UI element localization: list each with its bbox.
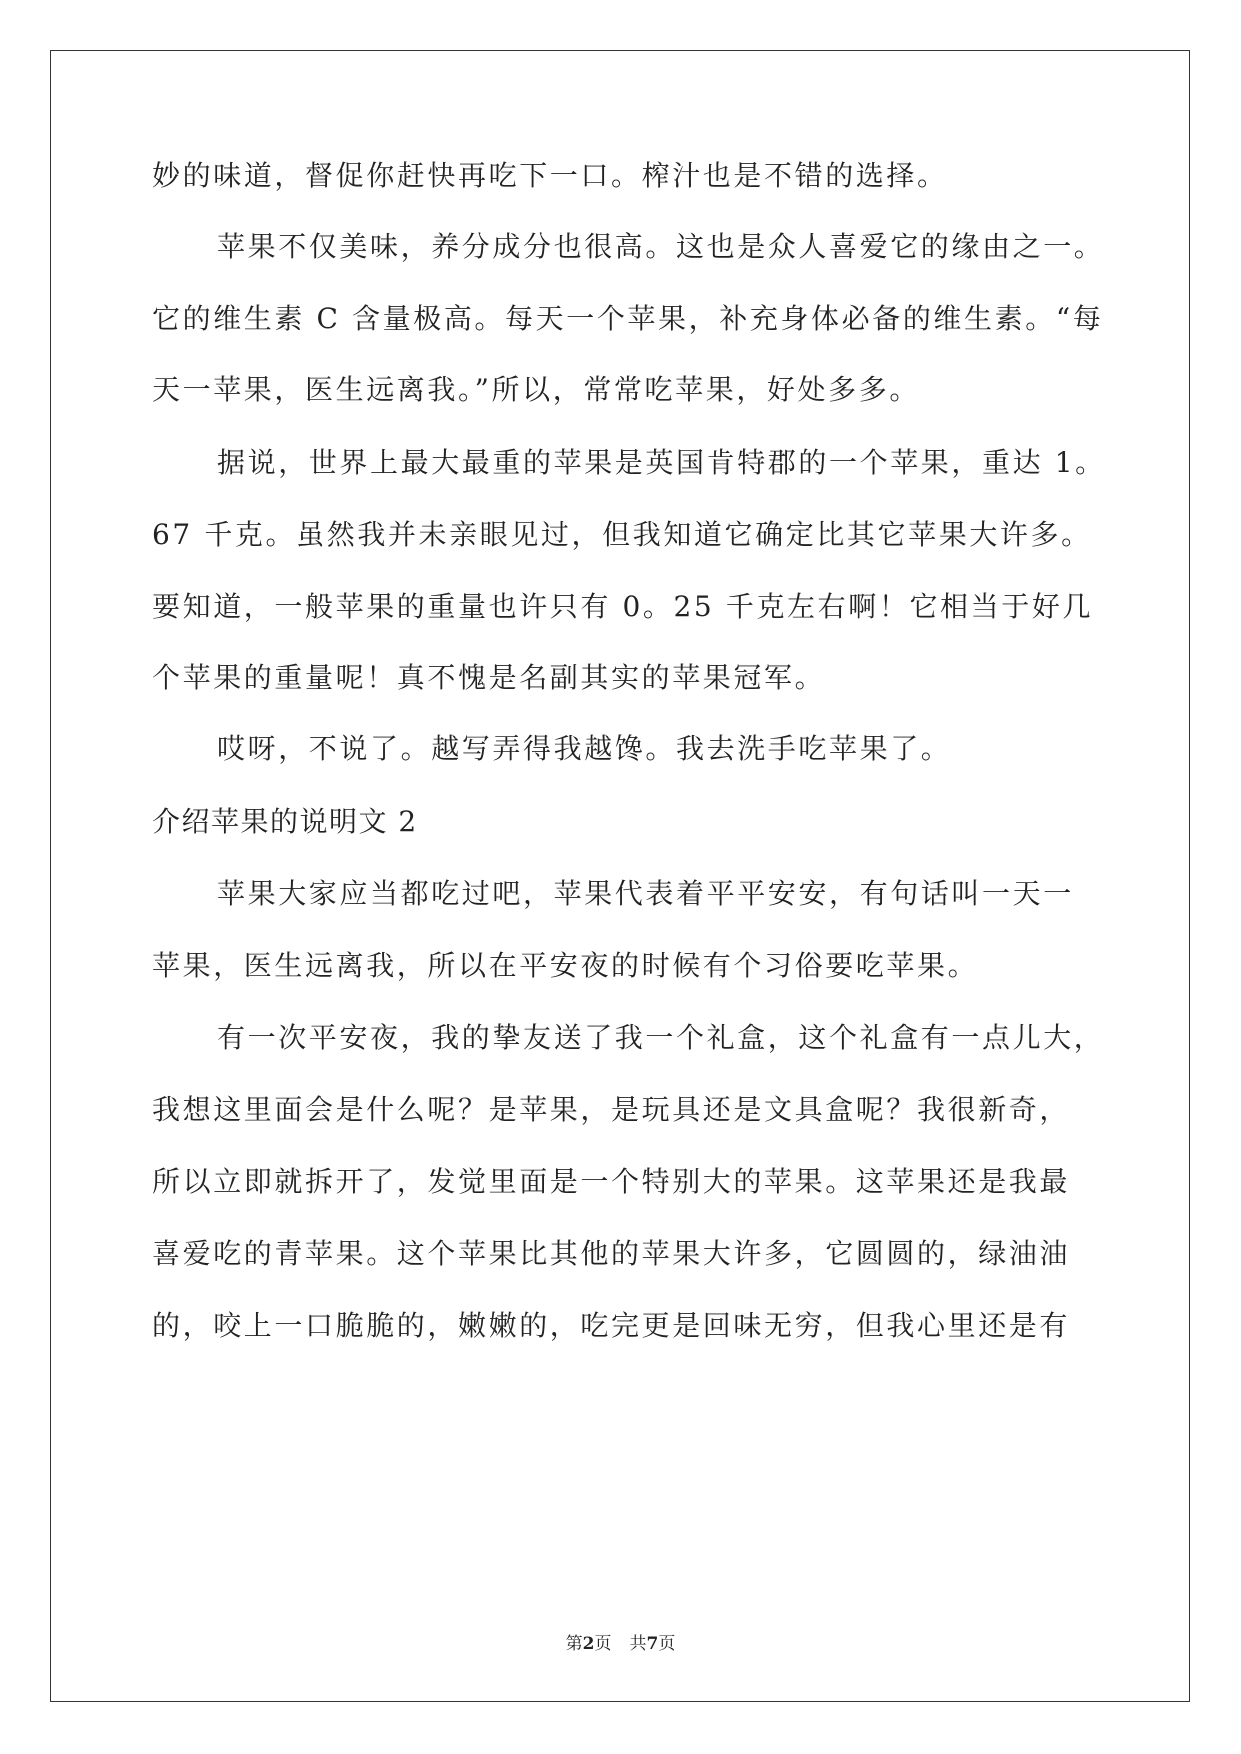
text-line: 要知道，一般苹果的重量也许只有 0。25 千克左右啊！它相当于好几: [152, 590, 1094, 623]
paragraph-start: 苹果大家应当都吃过吧，苹果代表着平平安安，有句话叫一天一: [217, 877, 1074, 910]
text-line: 的，咬上一口脆脆的，嫩嫩的，吃完更是回味无穷，但我心里还是有: [152, 1309, 1071, 1342]
paragraph-start: 据说，世界上最大最重的苹果是英国肯特郡的一个苹果，重达 1。: [217, 446, 1106, 479]
total-pages: 7: [646, 1634, 659, 1654]
total-prefix: 共: [629, 1634, 647, 1654]
text-line: 苹果，医生远离我，所以在平安夜的时候有个习俗要吃苹果。: [152, 949, 979, 982]
page-number: 2: [582, 1634, 595, 1654]
total-suffix: 页: [658, 1634, 676, 1654]
section-heading: 介绍苹果的说明文 2: [152, 805, 418, 838]
text-line: 个苹果的重量呢！真不愧是名副其实的苹果冠军。: [152, 661, 826, 694]
page-prefix: 第: [565, 1634, 583, 1654]
paragraph-start: 哎呀，不说了。越写弄得我越馋。我去洗手吃苹果了。: [217, 732, 952, 765]
text-line: 天一苹果，医生远离我。”所以，常常吃苹果，好处多多。: [152, 373, 920, 406]
text-line: 我想这里面会是什么呢？是苹果，是玩具还是文具盒呢？我很新奇，: [152, 1093, 1071, 1126]
text-line: 所以立即就拆开了，发觉里面是一个特别大的苹果。这苹果还是我最: [152, 1165, 1071, 1198]
text-line: 喜爱吃的青苹果。这个苹果比其他的苹果大许多，它圆圆的，绿油油: [152, 1237, 1071, 1270]
page-suffix: 页: [594, 1634, 612, 1654]
text-line: 67 千克。虽然我并未亲眼见过，但我知道它确定比其它苹果大许多。: [152, 518, 1092, 551]
text-line: 它的维生素 C 含量极高。每天一个苹果，补充身体必备的维生素。“每: [152, 302, 1104, 335]
paragraph-start: 苹果不仅美味，养分成分也很高。这也是众人喜爱它的缘由之一。: [217, 230, 1105, 263]
paragraph-start: 有一次平安夜，我的挚友送了我一个礼盒，这个礼盒有一点儿大，: [217, 1021, 1105, 1054]
page-footer: [0, 1633, 1241, 1655]
text-line: 妙的味道，督促你赶快再吃下一口。榨汁也是不错的选择。: [152, 159, 948, 192]
